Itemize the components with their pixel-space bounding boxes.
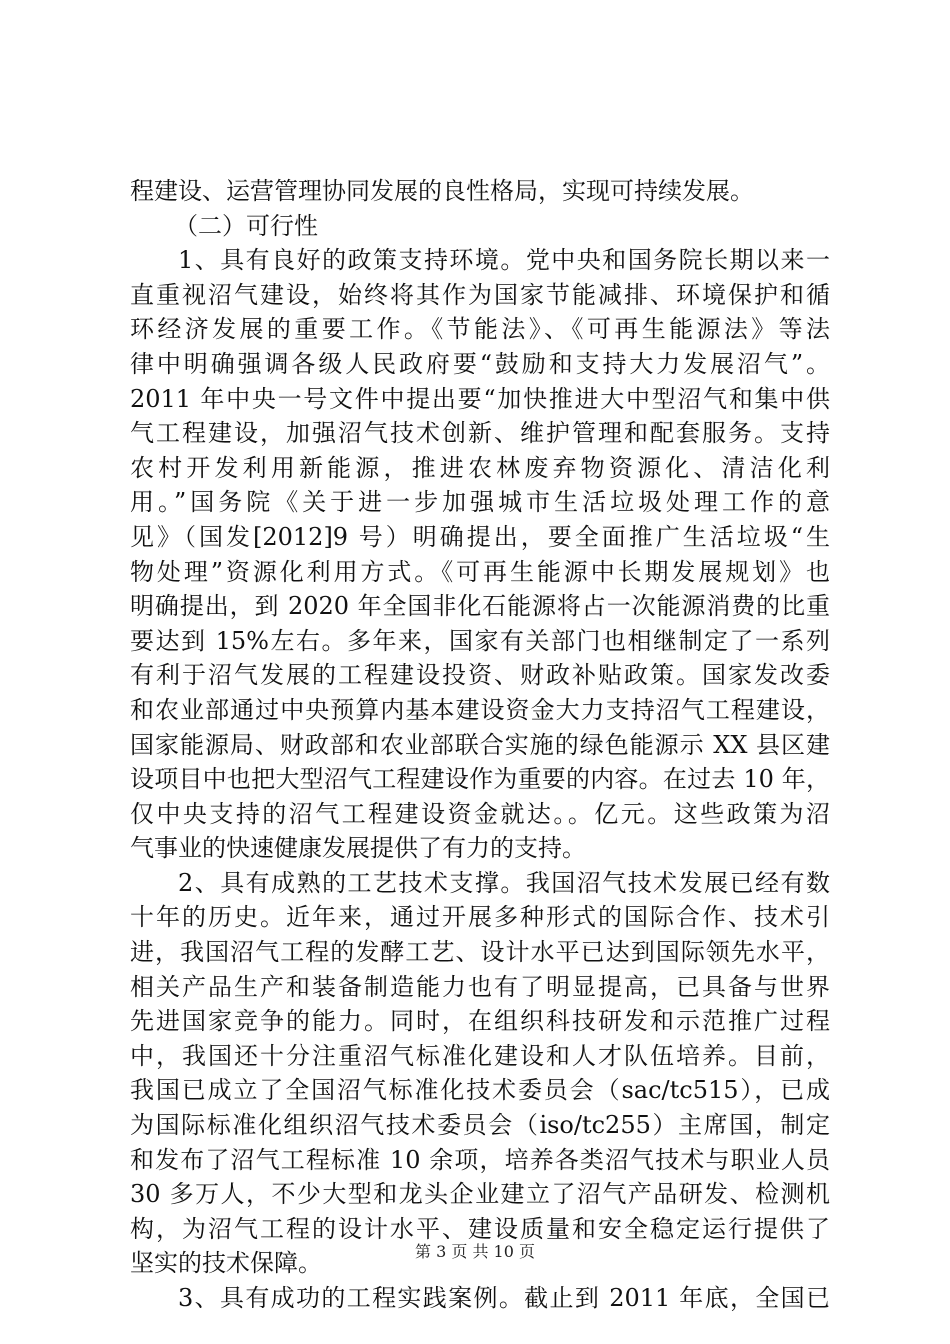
text-line: 环经济发展的重要工作。《节能法》、《可再生能源法》等法 [130,315,830,344]
text-line: 要达到 15%左右。多年来，国家有关部门也相继制定了一系列 [130,626,830,655]
text-line: 物处理”资源化利用方式。《可再生能源中长期发展规划》也 [130,557,830,586]
text-line: 2011 年中央一号文件中提出要“加快推进大中型沼气和集中供 [130,384,830,413]
document-body [130,174,830,1316]
text-line: 构，为沼气工程的设计水平、建设质量和安全稳定运行提供了 [130,1214,830,1243]
paragraph-start-line: 1、具有良好的政策支持环境。党中央和国务院长期以来一 [178,246,830,275]
text-line: 坚实的技术保障。 [130,1249,322,1278]
text-line: 我国已成立了全国沼气标准化技术委员会（sac/tc515），已成 [130,1076,830,1105]
page-number-footer: 第 3 页 共 10 页 [415,1242,535,1261]
text-line: 仅中央支持的沼气工程建设资金就达。。亿元。这些政策为沼 [130,799,830,828]
text-line: 有利于沼气发展的工程建设投资、财政补贴政策。国家发改委 [130,661,830,690]
text-line: 进，我国沼气工程的发酵工艺、设计水平已达到国际领先水平， [130,938,830,967]
text-line: 用。”国务院《关于进一步加强城市生活垃圾处理工作的意 [130,488,830,517]
text-line: 中，我国还十分注重沼气标准化建设和人才队伍培养。目前， [130,1041,830,1070]
paragraph-start-line: 3、具有成功的工程实践案例。截止到 2011 年底，全国已 [178,1284,830,1312]
text-line: 设项目中也把大型沼气工程建设作为重要的内容。在过去 10 年， [130,765,830,794]
text-line: 农村开发利用新能源，推进农林废弃物资源化、清洁化利 [130,453,830,482]
text-line: 相关产品生产和装备制造能力也有了明显提高，已具备与世界 [130,972,830,1001]
text-line: 十年的历史。近年来，通过开展多种形式的国际合作、技术引 [130,903,830,932]
text-line: 和农业部通过中央预算内基本建设资金大力支持沼气工程建设， [130,695,830,724]
text-line: 气工程建设，加强沼气技术创新、维护管理和配套服务。支持 [130,419,830,448]
text-line: 气事业的快速健康发展提供了有力的支持。 [130,834,586,863]
text-line: 国家能源局、财政部和农业部联合实施的绿色能源示 XX 县区建 [130,730,830,759]
text-line: 先进国家竞争的能力。同时，在组织科技研发和示范推广过程 [130,1007,830,1036]
text-line: 见》（国发[2012]9 号）明确提出，要全面推广生活垃圾“生 [130,522,830,551]
text-line: 为国际标准化组织沼气技术委员会（iso/tc255）主席国，制定 [130,1111,830,1140]
text-line: 明确提出，到 2020 年全国非化石能源将占一次能源消费的比重 [130,592,830,621]
text-line: 律中明确强调各级人民政府要“鼓励和支持大力发展沼气”。 [130,349,830,378]
text-line: 直重视沼气建设，始终将其作为国家节能减排、环境保护和循 [130,280,830,309]
section-heading: （二）可行性 [174,211,318,240]
paragraph-start-line: 2、具有成熟的工艺技术支撑。我国沼气技术发展已经有数 [178,868,830,897]
text-line: 和发布了沼气工程标准 10 余项，培养各类沼气技术与职业人员 [130,1145,830,1174]
text-line: 30 多万人，不少大型和龙头企业建立了沼气产品研发、检测机 [130,1180,830,1209]
text-line: 程建设、运营管理协同发展的良性格局，实现可持续发展。 [130,177,754,205]
